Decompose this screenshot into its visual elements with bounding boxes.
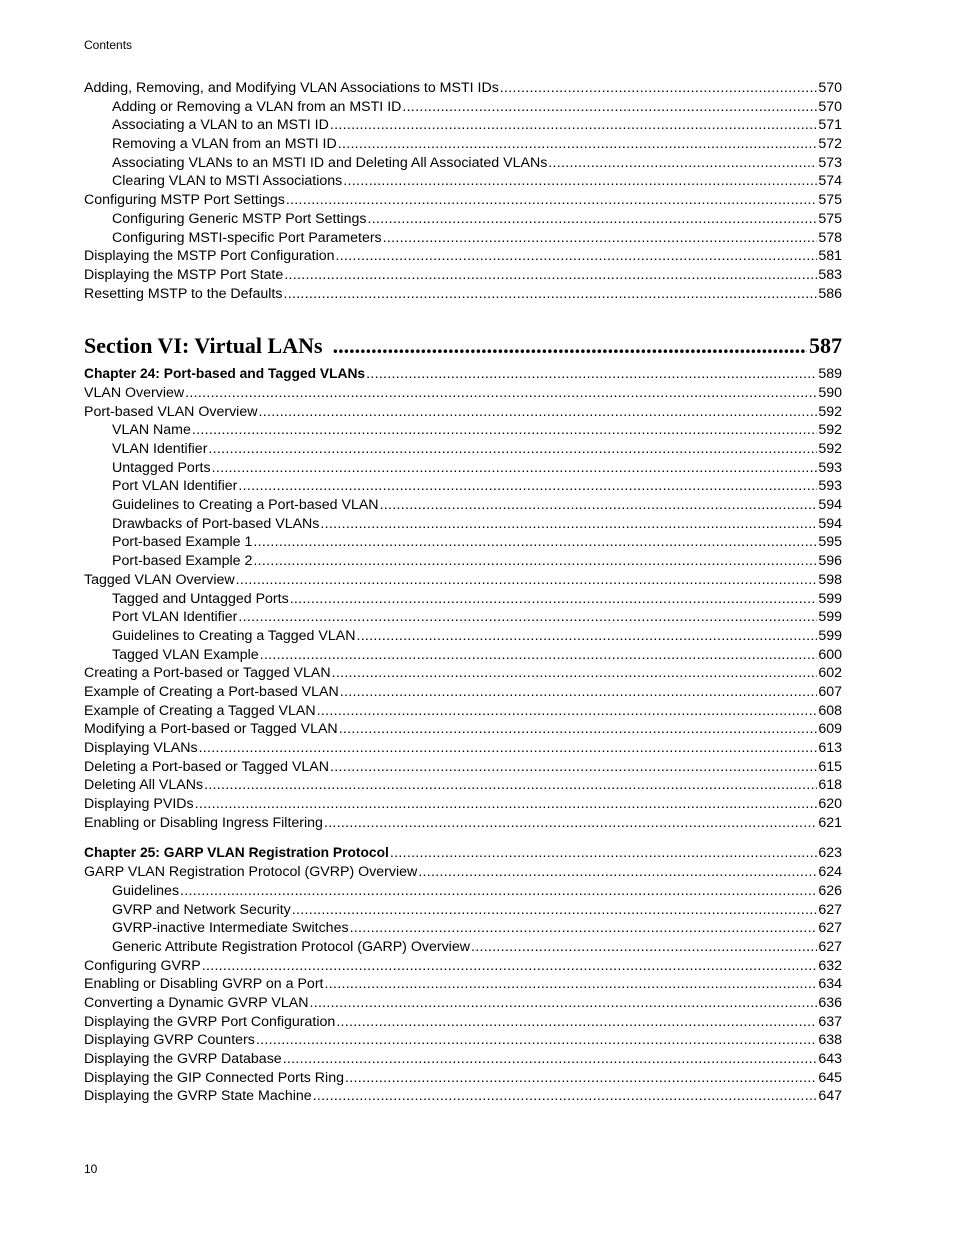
toc-entry-title: Guidelines to Creating a Port-based VLAN	[112, 497, 379, 514]
chapter-title: Chapter 24: Port-based and Tagged VLANs	[84, 366, 366, 382]
toc-entry-page: 599	[818, 609, 842, 626]
dot-leader	[204, 776, 817, 795]
toc-entry-page: 594	[818, 515, 842, 532]
toc-entry[interactable]	[84, 1013, 842, 1032]
dot-leader	[338, 135, 818, 154]
toc-entry-title: Tagged VLAN Example	[112, 646, 259, 663]
dot-leader	[356, 627, 817, 646]
dot-leader	[309, 994, 817, 1013]
section-title: Section VI: Virtual LANs	[84, 333, 323, 359]
toc-entry[interactable]	[84, 758, 842, 777]
toc-entry-title: GVRP-inactive Intermediate Switches	[112, 920, 349, 937]
toc-entry[interactable]	[84, 459, 842, 478]
dot-leader	[256, 1031, 817, 1050]
dot-leader	[283, 1050, 818, 1069]
toc-entry-title: Clearing VLAN to MSTI Associations	[112, 173, 343, 190]
dot-leader	[192, 421, 817, 440]
toc-entry-page: 592	[818, 403, 842, 420]
toc-chapter-24[interactable]	[84, 365, 842, 384]
toc-entry[interactable]	[84, 938, 842, 957]
dot-leader	[402, 98, 817, 117]
toc-entry-title: Adding, Removing, and Modifying VLAN Associations to MSTI IDs	[84, 80, 499, 96]
dot-leader	[180, 882, 817, 901]
dot-leader	[317, 702, 818, 721]
toc-entry-title: Port VLAN Identifier	[112, 609, 238, 626]
toc-entry[interactable]	[84, 1087, 842, 1106]
toc-entry[interactable]	[84, 863, 842, 882]
toc-entry-title: Displaying the GVRP State Machine	[84, 1088, 312, 1105]
toc-entry-page: 637	[818, 1013, 842, 1030]
toc-entry[interactable]	[84, 477, 842, 496]
toc-entry[interactable]	[84, 266, 842, 285]
chapter-title: Chapter 25: GARP VLAN Registration Protocol	[84, 845, 389, 861]
toc-entry-page: 613	[818, 740, 842, 756]
dot-leader	[324, 814, 817, 833]
dot-leader	[350, 919, 818, 938]
toc-entry-title: Drawbacks of Port-based VLANs	[112, 515, 320, 532]
toc-entry-title: Port-based Example 1	[112, 534, 253, 551]
toc-entry-title: Displaying PVIDs	[84, 796, 194, 813]
toc-entry[interactable]	[84, 421, 842, 440]
toc-entry-title: Modifying a Port-based or Tagged VLAN	[84, 721, 338, 738]
dot-leader	[500, 79, 818, 98]
toc-entry-title: GARP VLAN Registration Protocol (GVRP) Overview	[84, 864, 418, 881]
toc-entry[interactable]	[84, 571, 842, 590]
dot-leader	[202, 957, 818, 976]
toc-entry[interactable]	[84, 957, 842, 976]
dot-leader	[238, 477, 817, 496]
toc-entry-page: 575	[818, 192, 842, 209]
toc-entry-page: 592	[818, 422, 842, 439]
toc-entry[interactable]	[84, 247, 842, 266]
toc-entry[interactable]	[84, 515, 842, 534]
dot-leader	[343, 172, 817, 191]
toc-entry[interactable]	[84, 776, 842, 795]
toc-entry-page: 636	[818, 994, 842, 1011]
dot-leader	[332, 664, 818, 683]
toc-entry-page: 596	[818, 553, 842, 570]
toc-entry[interactable]	[84, 795, 842, 814]
dot-leader	[238, 608, 817, 627]
toc-entry-title: Displaying the MSTP Port State	[84, 266, 284, 283]
toc-entry-title: Port-based VLAN Overview	[84, 403, 258, 420]
toc-entry-page: 600	[818, 646, 842, 663]
toc-entry-title: Configuring Generic MSTP Port Settings	[112, 210, 367, 227]
toc-entry[interactable]	[84, 191, 842, 210]
toc-entry-page: 626	[818, 882, 842, 899]
toc-entry-title: VLAN Overview	[84, 384, 185, 401]
toc-entry-page: 592	[818, 441, 842, 457]
toc-entry-page: 632	[818, 957, 842, 974]
toc-entry-title: Guidelines to Creating a Tagged VLAN	[112, 627, 356, 644]
toc-entry[interactable]	[84, 664, 842, 683]
dot-leader	[313, 1087, 818, 1106]
toc-entry[interactable]	[84, 210, 842, 229]
dot-leader	[548, 154, 817, 173]
dot-leader	[366, 365, 817, 384]
toc-entry[interactable]	[84, 901, 842, 920]
dot-leader	[185, 384, 817, 403]
toc-entry-title: Example of Creating a Tagged VLAN	[84, 702, 316, 719]
toc-entry-title: Configuring MSTI-specific Port Parameters	[112, 229, 382, 246]
toc-entry[interactable]	[84, 1031, 842, 1050]
toc-entry-page: 608	[818, 702, 842, 719]
toc-entry-page: 573	[818, 154, 842, 171]
dot-leader	[253, 552, 817, 571]
toc-entry-page: 599	[818, 627, 842, 644]
toc-entry[interactable]	[84, 590, 842, 609]
toc-entry-title: Untagged Ports	[112, 459, 211, 476]
toc-entry-page: 627	[818, 920, 842, 937]
toc-entry[interactable]	[84, 98, 842, 117]
dot-leader	[367, 210, 817, 229]
dot-leader	[340, 683, 818, 702]
toc-entry[interactable]	[84, 135, 842, 154]
toc-entry[interactable]	[84, 994, 842, 1013]
toc-entry-title: Deleting a Port-based or Tagged VLAN	[84, 758, 330, 775]
toc-entry[interactable]	[84, 1069, 842, 1088]
toc-entry[interactable]	[84, 285, 842, 304]
toc-entry-page: 572	[818, 136, 842, 153]
toc-entry[interactable]	[84, 154, 842, 173]
toc-entry-page: 620	[818, 796, 842, 813]
toc-entry-title: Configuring GVRP	[84, 957, 201, 974]
chapter-page: 589	[818, 366, 842, 383]
toc-entry-page: 590	[818, 384, 842, 401]
toc-entry-page: 647	[818, 1088, 842, 1105]
toc-entry-page: 571	[818, 117, 842, 134]
section-page: 587	[809, 333, 842, 359]
toc-entry-page: 586	[818, 285, 842, 302]
running-header: Contents	[84, 38, 133, 52]
toc-entry[interactable]	[84, 1050, 842, 1069]
toc-entry-title: Displaying VLANs	[84, 740, 198, 756]
toc-entry-title: VLAN Identifier	[112, 441, 208, 457]
toc-entry-title: Deleting All VLANs	[84, 777, 204, 794]
dot-leader	[339, 720, 818, 739]
toc-entry[interactable]	[84, 608, 842, 627]
toc-entry-page: 575	[818, 210, 842, 227]
toc-entry[interactable]	[84, 627, 842, 646]
toc-entry-title: Tagged and Untagged Ports	[112, 590, 289, 607]
toc-entry-page: 634	[818, 976, 842, 993]
toc-entry-page: 593	[818, 459, 842, 476]
toc-entry-title: VLAN Name	[112, 422, 191, 439]
toc-entry-title: Removing a VLAN from an MSTI ID	[112, 136, 337, 153]
toc-entry-title: Tagged VLAN Overview	[84, 571, 235, 588]
toc-entry[interactable]	[84, 440, 842, 459]
dot-leader	[345, 1069, 817, 1088]
toc-entry[interactable]	[84, 116, 842, 135]
toc-entry[interactable]	[84, 683, 842, 702]
toc-entry-title: Enabling or Disabling GVRP on a Port	[84, 976, 324, 993]
dot-leader	[383, 229, 818, 248]
toc-entry[interactable]	[84, 720, 842, 739]
toc-entry[interactable]	[84, 919, 842, 938]
dot-leader	[324, 975, 817, 994]
dot-leader	[292, 901, 818, 920]
dot-leader	[258, 403, 817, 422]
toc-entry-page: 624	[818, 864, 842, 881]
toc-entry-page: 574	[818, 173, 842, 190]
dot-leader	[336, 1013, 817, 1032]
toc-entry-title: Displaying the GVRP Database	[84, 1051, 282, 1067]
toc-entry-title: Adding or Removing a VLAN from an MSTI ID	[112, 98, 402, 115]
dot-leader	[286, 191, 818, 210]
toc-entry-page: 598	[818, 571, 842, 588]
dot-leader	[320, 515, 817, 534]
toc-entry[interactable]	[84, 533, 842, 552]
toc-entry-title: Displaying the GIP Connected Ports Ring	[84, 1069, 344, 1086]
toc-entry-page: 581	[818, 248, 842, 265]
toc-entry-title: Converting a Dynamic GVRP VLAN	[84, 994, 309, 1011]
toc-entry-page: 607	[818, 683, 842, 700]
toc-group-chapter-25	[84, 863, 842, 1106]
toc-entry-title: Port-based Example 2	[112, 553, 253, 570]
dot-leader	[260, 646, 818, 665]
toc-entry-title: Example of Creating a Port-based VLAN	[84, 683, 339, 700]
toc-entry-page: 602	[818, 665, 842, 682]
dot-leader	[253, 533, 817, 552]
toc-entry-page: 643	[818, 1051, 842, 1067]
toc-entry-page: 615	[818, 758, 842, 775]
toc-entry-page: 570	[818, 80, 842, 96]
toc-entry-page: 578	[818, 229, 842, 246]
toc-entry[interactable]	[84, 496, 842, 515]
toc-entry[interactable]	[84, 79, 842, 98]
toc-entry[interactable]	[84, 384, 842, 403]
toc-entry[interactable]	[84, 814, 842, 833]
toc-entry[interactable]	[84, 403, 842, 422]
dot-leader	[330, 758, 817, 777]
toc-group-mstp	[84, 79, 842, 303]
dot-leader	[199, 739, 818, 758]
toc-entry-title: Guidelines	[112, 882, 180, 899]
toc-entry-title: Port VLAN Identifier	[112, 478, 238, 495]
dot-leader	[208, 440, 817, 459]
toc-entry[interactable]	[84, 702, 842, 721]
toc-entry[interactable]	[84, 882, 842, 901]
toc-entry-page: 627	[818, 938, 842, 955]
toc-group-chapter-24	[84, 384, 842, 833]
dot-leader	[195, 795, 818, 814]
page-number: 10	[84, 1162, 98, 1176]
toc-entry-page: 594	[818, 497, 842, 514]
toc-entry-title: Creating a Port-based or Tagged VLAN	[84, 665, 331, 682]
toc-entry-title: Associating VLANs to an MSTI ID and Deleting All Associated VLANs	[112, 154, 548, 171]
toc-entry[interactable]	[84, 172, 842, 191]
table-of-contents	[84, 79, 842, 1106]
toc-entry-title: Displaying GVRP Counters	[84, 1032, 255, 1049]
toc-entry-page: 570	[818, 98, 842, 115]
toc-entry[interactable]	[84, 229, 842, 248]
toc-entry-title: Configuring MSTP Port Settings	[84, 192, 285, 209]
toc-entry-title: Resetting MSTP to the Defaults	[84, 285, 283, 302]
toc-chapter-25[interactable]	[84, 844, 842, 863]
chapter-page: 623	[818, 845, 842, 862]
toc-entry-page: 599	[818, 590, 842, 607]
dot-leader	[290, 590, 818, 609]
toc-entry-page: 645	[818, 1069, 842, 1086]
dot-leader	[284, 266, 817, 285]
toc-entry-page: 638	[818, 1032, 842, 1049]
toc-entry-title: Generic Attribute Registration Protocol (GARP) Overview	[112, 938, 470, 955]
dot-leader	[471, 938, 817, 957]
toc-entry[interactable]	[84, 975, 842, 994]
dot-leader	[380, 496, 818, 515]
toc-entry-page: 595	[818, 534, 842, 551]
toc-entry-page: 627	[818, 901, 842, 918]
dot-leader	[212, 459, 818, 478]
toc-entry-page: 609	[818, 721, 842, 738]
toc-entry-title: Enabling or Disabling Ingress Filtering	[84, 814, 323, 831]
toc-section-entry[interactable]	[84, 331, 842, 361]
toc-entry-page: 621	[818, 814, 842, 831]
toc-entry-title: Associating a VLAN to an MSTI ID	[112, 117, 329, 134]
dot-leader	[330, 116, 817, 135]
dot-leader	[283, 285, 817, 304]
toc-entry-title: GVRP and Network Security	[112, 901, 291, 918]
dot-leader	[390, 844, 817, 863]
toc-entry-page: 618	[818, 777, 842, 794]
toc-entry-title: Displaying the GVRP Port Configuration	[84, 1013, 336, 1030]
toc-entry-page: 583	[818, 266, 842, 283]
toc-entry[interactable]	[84, 552, 842, 571]
toc-entry[interactable]	[84, 646, 842, 665]
toc-entry-title: Displaying the MSTP Port Configuration	[84, 248, 335, 265]
dot-leader	[418, 863, 817, 882]
toc-entry-page: 593	[818, 478, 842, 495]
dot-leader	[336, 247, 818, 266]
dot-leader	[333, 331, 807, 361]
dot-leader	[236, 571, 818, 590]
toc-entry[interactable]	[84, 739, 842, 758]
